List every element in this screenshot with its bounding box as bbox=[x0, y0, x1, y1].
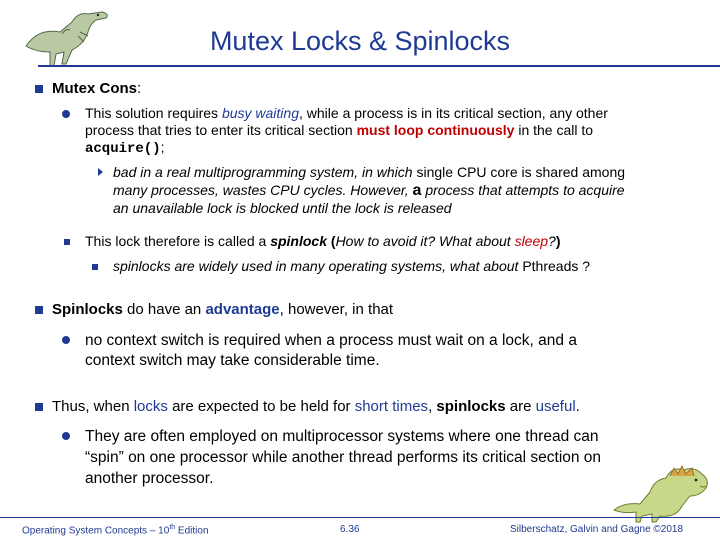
text-frag: process that attempts to acquire bbox=[421, 182, 625, 198]
busy-waiting-line3 bbox=[85, 139, 165, 158]
wasted-cycles-line2 bbox=[113, 182, 625, 199]
round-bullet-icon bbox=[62, 110, 70, 118]
mutex-cons-colon: : bbox=[137, 80, 142, 97]
text-frag: Edition bbox=[175, 525, 209, 537]
text-frag: , bbox=[428, 398, 437, 415]
locks-term: locks bbox=[133, 398, 168, 415]
wasted-cycles-line3 bbox=[113, 200, 452, 217]
footer-book-title bbox=[22, 524, 209, 536]
text-frag: How to avoid it? What about bbox=[335, 233, 515, 249]
spinlocks-term: spinlocks bbox=[436, 398, 506, 415]
multiprocessor-line1: They are often employed on multiprocessor systems where one thread can bbox=[85, 428, 599, 445]
busy-waiting-term: busy waiting bbox=[221, 105, 299, 121]
text-frag: an unavailable lock is blocked until the lock is released bbox=[113, 200, 452, 216]
text-frag: single CPU core is shared among bbox=[412, 164, 626, 180]
square-bullet-icon bbox=[35, 306, 43, 314]
multiprocessor-line2: “spin” on one processor while another thread performs its critical section on bbox=[85, 449, 602, 466]
busy-waiting-line1 bbox=[85, 105, 608, 122]
spinlocks-widely-used bbox=[113, 258, 590, 274]
spinlock-term: spinlock bbox=[270, 233, 327, 249]
text-frag: do have an bbox=[122, 301, 206, 318]
text-frag: Thus, when bbox=[52, 398, 134, 415]
text-frag: Operating System Concepts – 10 bbox=[22, 525, 170, 537]
text-frag: are expected to be held for bbox=[167, 398, 355, 415]
text-frag: process that tries to enter its critical section bbox=[85, 122, 357, 138]
sleep-term: sleep bbox=[514, 233, 549, 249]
footer-page-number: 6.36 bbox=[340, 524, 360, 535]
short-times-term: short times bbox=[354, 398, 429, 415]
page-title: Mutex Locks & Spinlocks bbox=[209, 26, 511, 56]
useful-term: useful bbox=[535, 398, 576, 415]
text-frag: This solution requires bbox=[85, 105, 222, 121]
multiprocessor-line3: another processor. bbox=[85, 470, 214, 487]
spinlock-definition bbox=[85, 233, 561, 250]
busy-waiting-line2 bbox=[85, 122, 593, 139]
text-frag: a bbox=[412, 182, 422, 199]
no-context-switch-line2: context switch may take considerable time. bbox=[85, 352, 380, 369]
wasted-cycles-line1 bbox=[113, 164, 625, 181]
title-divider bbox=[38, 65, 720, 67]
text-frag: This lock therefore is called a bbox=[85, 233, 271, 249]
text-frag: bad in a real multiprogramming system, bbox=[113, 164, 362, 180]
text-frag: th bbox=[169, 524, 176, 531]
advantage-term: advantage bbox=[205, 301, 280, 318]
spinlocks-term: Spinlocks bbox=[52, 301, 123, 318]
text-frag: , however, in that bbox=[279, 301, 394, 318]
text-frag: ; bbox=[160, 139, 165, 155]
text-frag: many processes, wastes CPU cycles. However, bbox=[113, 182, 413, 198]
text-frag: in which bbox=[362, 164, 413, 180]
text-frag: spinlocks are widely used in many operating systems, what about bbox=[113, 258, 523, 274]
pthreads-term: Pthreads bbox=[522, 258, 579, 274]
footer-divider bbox=[0, 517, 720, 518]
text-frag: in the call to bbox=[514, 122, 594, 138]
bullet-spinlock-advantage bbox=[52, 301, 393, 318]
bullet-spinlocks-useful bbox=[52, 398, 580, 415]
mutex-cons-label: Mutex Cons bbox=[52, 80, 138, 97]
square-bullet-icon bbox=[92, 264, 98, 270]
no-context-switch-line1: no context switch is required when a process must wait on a lock, and a bbox=[85, 332, 577, 349]
square-bullet-icon bbox=[35, 403, 43, 411]
triangle-bullet-icon bbox=[98, 168, 103, 176]
text-frag: ? bbox=[548, 233, 556, 249]
must-loop-term: must loop continuously bbox=[356, 122, 515, 138]
text-frag: . bbox=[575, 398, 580, 415]
text-frag: ? bbox=[578, 258, 591, 274]
text-frag: ) bbox=[555, 233, 561, 249]
text-frag: are bbox=[505, 398, 536, 415]
dinosaur-icon bbox=[610, 462, 718, 524]
square-bullet-icon bbox=[64, 239, 70, 245]
bullet-mutex-cons bbox=[52, 80, 141, 97]
round-bullet-icon bbox=[62, 336, 70, 344]
acquire-code: acquire() bbox=[85, 141, 161, 157]
footer-authors: Silberschatz, Galvin and Gagne ©2018 bbox=[510, 524, 684, 535]
text-frag: , while a process is in its critical section, any other bbox=[299, 105, 608, 121]
text-frag: ( bbox=[327, 233, 336, 249]
square-bullet-icon bbox=[35, 85, 43, 93]
round-bullet-icon bbox=[62, 432, 70, 440]
